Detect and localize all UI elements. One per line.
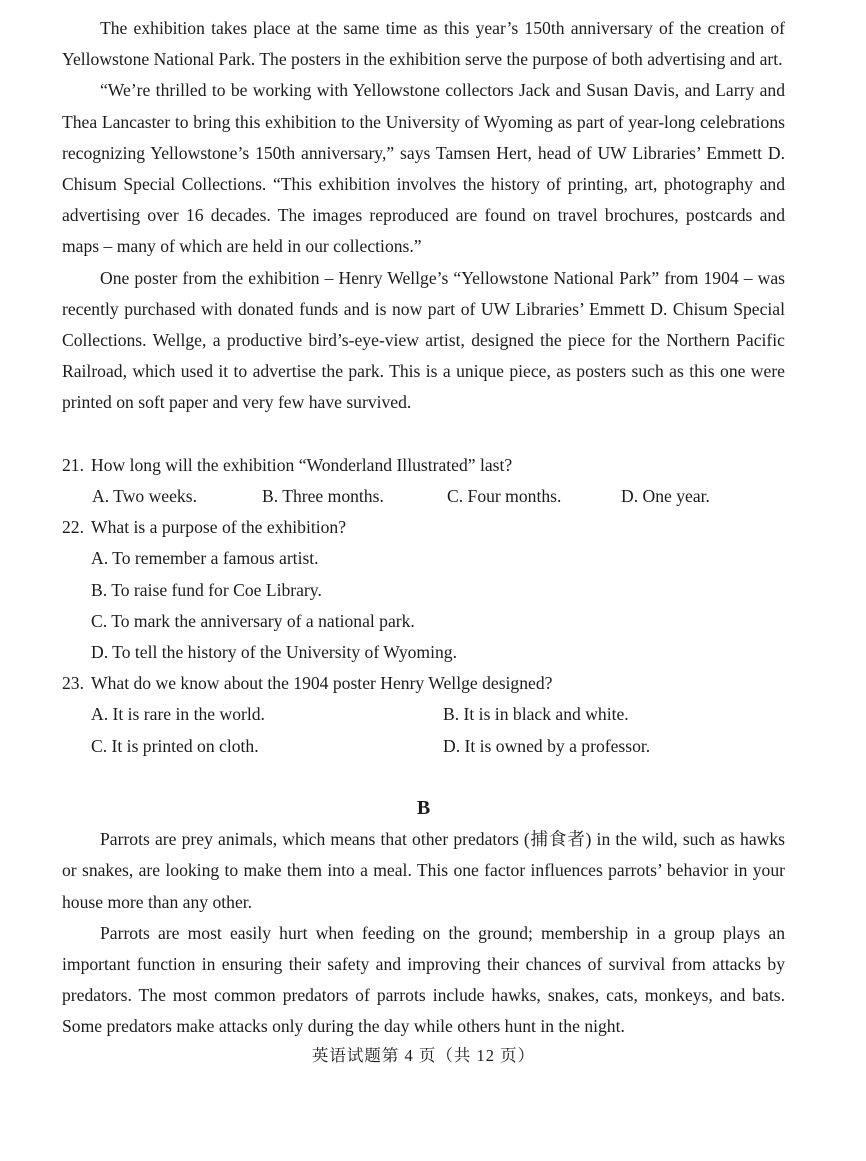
question-21-option-c: C. Four months.	[447, 486, 562, 507]
question-23-number: 23.	[62, 673, 84, 694]
passage-a-paragraph-3: One poster from the exhibition – Henry Wellge’s “Yellowstone National Park” from 1904 – was recently purchased with donated funds and is now part of UW Libraries’ Emmett D. Chisum Special Collections. Wellge, a productive bird’s-eye-view artist, designed the piece for the Northern Pacific Railroad, which used it to advertise the park. This is a unique piece, as posters such as this one were printed on soft paper and very few have survived.	[62, 267, 785, 413]
section-b-paragraph-2: Parrots are most easily hurt when feeding on the ground; membership in a group plays an important function in ensuring their safety and improving their chances of survival from attacks by predators. The most common predators of parrots include hawks, snakes, cats, monkeys, and bats. Some predators make attacks only during the day while others hunt in the night.	[62, 922, 785, 1037]
question-23	[62, 668, 785, 762]
page-number-footer: 英语试题第 4 页（共 12 页）	[311, 1045, 536, 1065]
question-22-option-d: D. To tell the history of the University of Wyoming.	[91, 642, 457, 663]
question-23-option-a: A. It is rare in the world.	[91, 704, 265, 725]
passage-a-paragraph-1: The exhibition takes place at the same time as this year’s 150th anniversary of the creation of Yellowstone National Park. The posters in the exhibition serve the purpose of both advertising and art.	[62, 18, 785, 70]
question-21-option-a: A. Two weeks.	[92, 486, 197, 507]
question-23-line	[62, 668, 785, 699]
question-23-option-b: B. It is in black and white.	[443, 704, 629, 725]
question-21-number: 21.	[62, 454, 84, 475]
question-22-option-c: C. To mark the anniversary of a national park.	[91, 610, 415, 631]
question-21-options	[62, 481, 785, 512]
question-21-text: How long will the exhibition “Wonderland Illustrated” last?	[91, 454, 513, 475]
question-21-option-d: D. One year.	[621, 486, 710, 507]
passage-a-paragraph-2: “We’re thrilled to be working with Yellowstone collectors Jack and Susan Davis, and Larry and Thea Lancaster to bring this exhibition to the University of Wyoming as part of year-long celebrations recognizing Yellowstone’s 150th anniversary,” says Tamsen Hert, head of UW Libraries’ Emmett D. Chisum Special Collections. “This exhibition involves the history of printing, art, photography and advertising over 16 decades. The images reproduced are found on travel brochures, postcards and maps – many of which are held in our collections.”	[62, 80, 785, 257]
question-21-option-b: B. Three months.	[262, 486, 384, 507]
spacer	[62, 762, 785, 793]
exam-page-content	[62, 13, 785, 1069]
question-22	[62, 512, 785, 668]
spacer	[62, 419, 785, 450]
question-23-option-d: D. It is owned by a professor.	[443, 735, 651, 756]
question-22-line	[62, 512, 785, 543]
question-23-option-c: C. It is printed on cloth.	[91, 735, 259, 756]
question-22-options	[62, 543, 785, 668]
question-22-number: 22.	[62, 517, 84, 538]
question-23-text: What do we know about the 1904 poster Henry Wellge designed?	[91, 673, 553, 694]
section-b-paragraph-1: Parrots are prey animals, which means that other predators (捕食者) in the wild, such as hawks or snakes, are looking to make them into a meal. This one factor influences parrots’ behavior in your house more than any other.	[62, 829, 785, 912]
section-b-heading: B	[416, 797, 431, 820]
question-23-options	[62, 699, 785, 761]
question-21	[62, 450, 785, 512]
question-22-option-b: B. To raise fund for Coe Library.	[91, 579, 322, 600]
question-22-text: What is a purpose of the exhibition?	[91, 517, 347, 538]
question-22-option-a: A. To remember a famous artist.	[91, 548, 319, 569]
question-21-line	[62, 450, 785, 481]
